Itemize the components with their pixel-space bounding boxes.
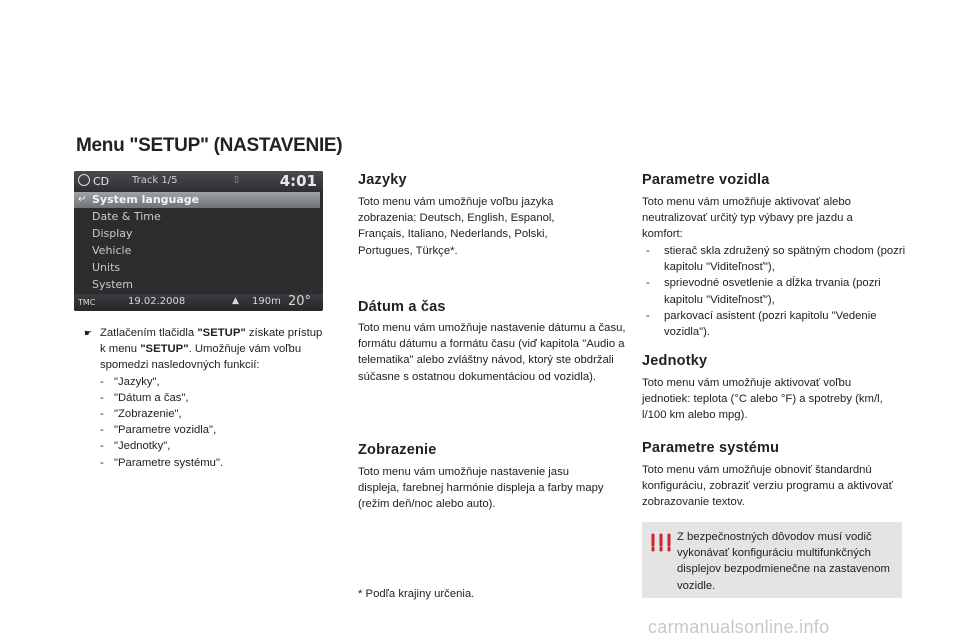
intro-setup-bold: "SETUP" [140, 343, 189, 356]
text-parametre-vozidla: Toto menu vám umožňuje aktivovať alebo neutralizovať určitý typ výbavy pre jazdu a komfort: [642, 196, 853, 241]
heading-jednotky: Jednotky [642, 353, 708, 369]
footnote: * Podľa krajiny určenia. [358, 588, 475, 600]
list-item: - sprievodné osvetlenie a dĺžka trvania (pozri kapitolu "Viditeľnosť"), [642, 275, 912, 307]
heading-parametre-systemu: Parametre systému [642, 440, 780, 456]
temperature-label: 20° [288, 294, 312, 309]
list-item: - "Jednotky", [100, 438, 329, 454]
intro-list [84, 374, 329, 471]
intro-text-part: Zatlačením tlačidla [100, 327, 198, 339]
text-jednotky: Toto menu vám umožňuje aktivovať voľbu jednotiek: teplota (°C alebo °F) a spotreby (km/l, l/100 km alebo mpg). [642, 377, 883, 422]
menu-item-vehicle[interactable]: Vehicle [92, 244, 132, 257]
clock: 4:01 [279, 172, 317, 190]
menu-item-selected-label: System language [92, 193, 200, 206]
list-item: - stierač skla združený so spätným chodom (pozri kapitolu "Viditeľnosť"), [642, 243, 912, 275]
intro-text-part: . Umožňuje vám voľbu spomedzi nasledovných funkcií: [100, 343, 302, 372]
display-bottom-bar [74, 294, 323, 311]
source-indicator [78, 174, 109, 188]
warning-box [642, 522, 902, 598]
track-label: Track 1/5 [132, 175, 178, 186]
warning-text: Z bezpečnostných dôvodov musí vodič vykonávať konfiguráciu multifunkčných displejov bezpodmienečne na zastavenom vozidle. [677, 531, 890, 592]
heading-parametre-vozidla: Parametre vozidla [642, 172, 770, 188]
heading-zobrazenie: Zobrazenie [358, 442, 437, 458]
menu-item-selected[interactable] [74, 192, 320, 208]
text-parametre-systemu: Toto menu vám umožňuje obnoviť štandardnú konfiguráciu, zobraziť verziu programu a aktivovať zobrazovanie textov. [642, 464, 893, 509]
intro-text-part: získate prístup k menu [100, 327, 323, 356]
navigation-arrow-icon: ▲ [232, 296, 239, 306]
text-datum-cas: Toto menu vám umožňuje nastavenie dátumu a času, formátu dátumu a formátu času (viď kapitola "Audio a telematika" alebo zvláštny návod, ktorý ste obdržali súčasne s ostatnou dokumentáciou od vozidla). [358, 322, 626, 383]
list-item: - "Parametre systému". [100, 455, 329, 471]
list-item: - "Zobrazenie", [100, 406, 329, 422]
page-title: Menu "SETUP" (NASTAVENIE) [76, 135, 343, 156]
menu-item-system[interactable]: System [92, 278, 134, 291]
vozidla-list [642, 243, 912, 340]
watermark: carmanualsonline.info [648, 617, 830, 637]
list-item: - "Dátum a čas", [100, 390, 329, 406]
list-item: - parkovací asistent (pozri kapitolu "Vedenie vozidla"). [642, 308, 912, 340]
menu-item-display[interactable]: Display [92, 227, 133, 240]
text-jazyky: Toto menu vám umožňuje voľbu jazyka zobrazenia: Deutsch, English, Espanol, Français, Italiano, Nederlands, Polski, Portugues, Türkçe*. [358, 196, 555, 257]
list-item: - "Jazyky", [100, 374, 329, 390]
display-screen [74, 171, 323, 311]
heading-jazyky: Jazyky [358, 172, 407, 188]
date-label: 19.02.2008 [128, 296, 186, 307]
distance-label: 190m [252, 296, 281, 307]
list-item: - "Parametre vozidla", [100, 422, 329, 438]
menu-item-units[interactable]: Units [92, 261, 121, 274]
phone-icon: ▯ [234, 175, 239, 185]
heading-datum-cas: Dátum a čas [358, 299, 446, 315]
back-icon: ↵ [78, 194, 87, 205]
intro-setup-bold: "SETUP" [197, 327, 246, 339]
warning-icon [650, 533, 672, 553]
cd-icon [78, 174, 90, 186]
menu-item-date-time[interactable]: Date & Time [92, 210, 161, 223]
text-zobrazenie: Toto menu vám umožňuje nastavenie jasu displeja, farebnej harmónie displeja a farby mapy (režim deň/noc alebo auto). [358, 466, 604, 511]
intro-block [84, 325, 329, 471]
tmc-label: TMC [78, 298, 96, 307]
intro-text [100, 325, 329, 374]
source-label: CD [93, 175, 110, 188]
bullet-arrow-icon: ☛ [84, 328, 93, 338]
